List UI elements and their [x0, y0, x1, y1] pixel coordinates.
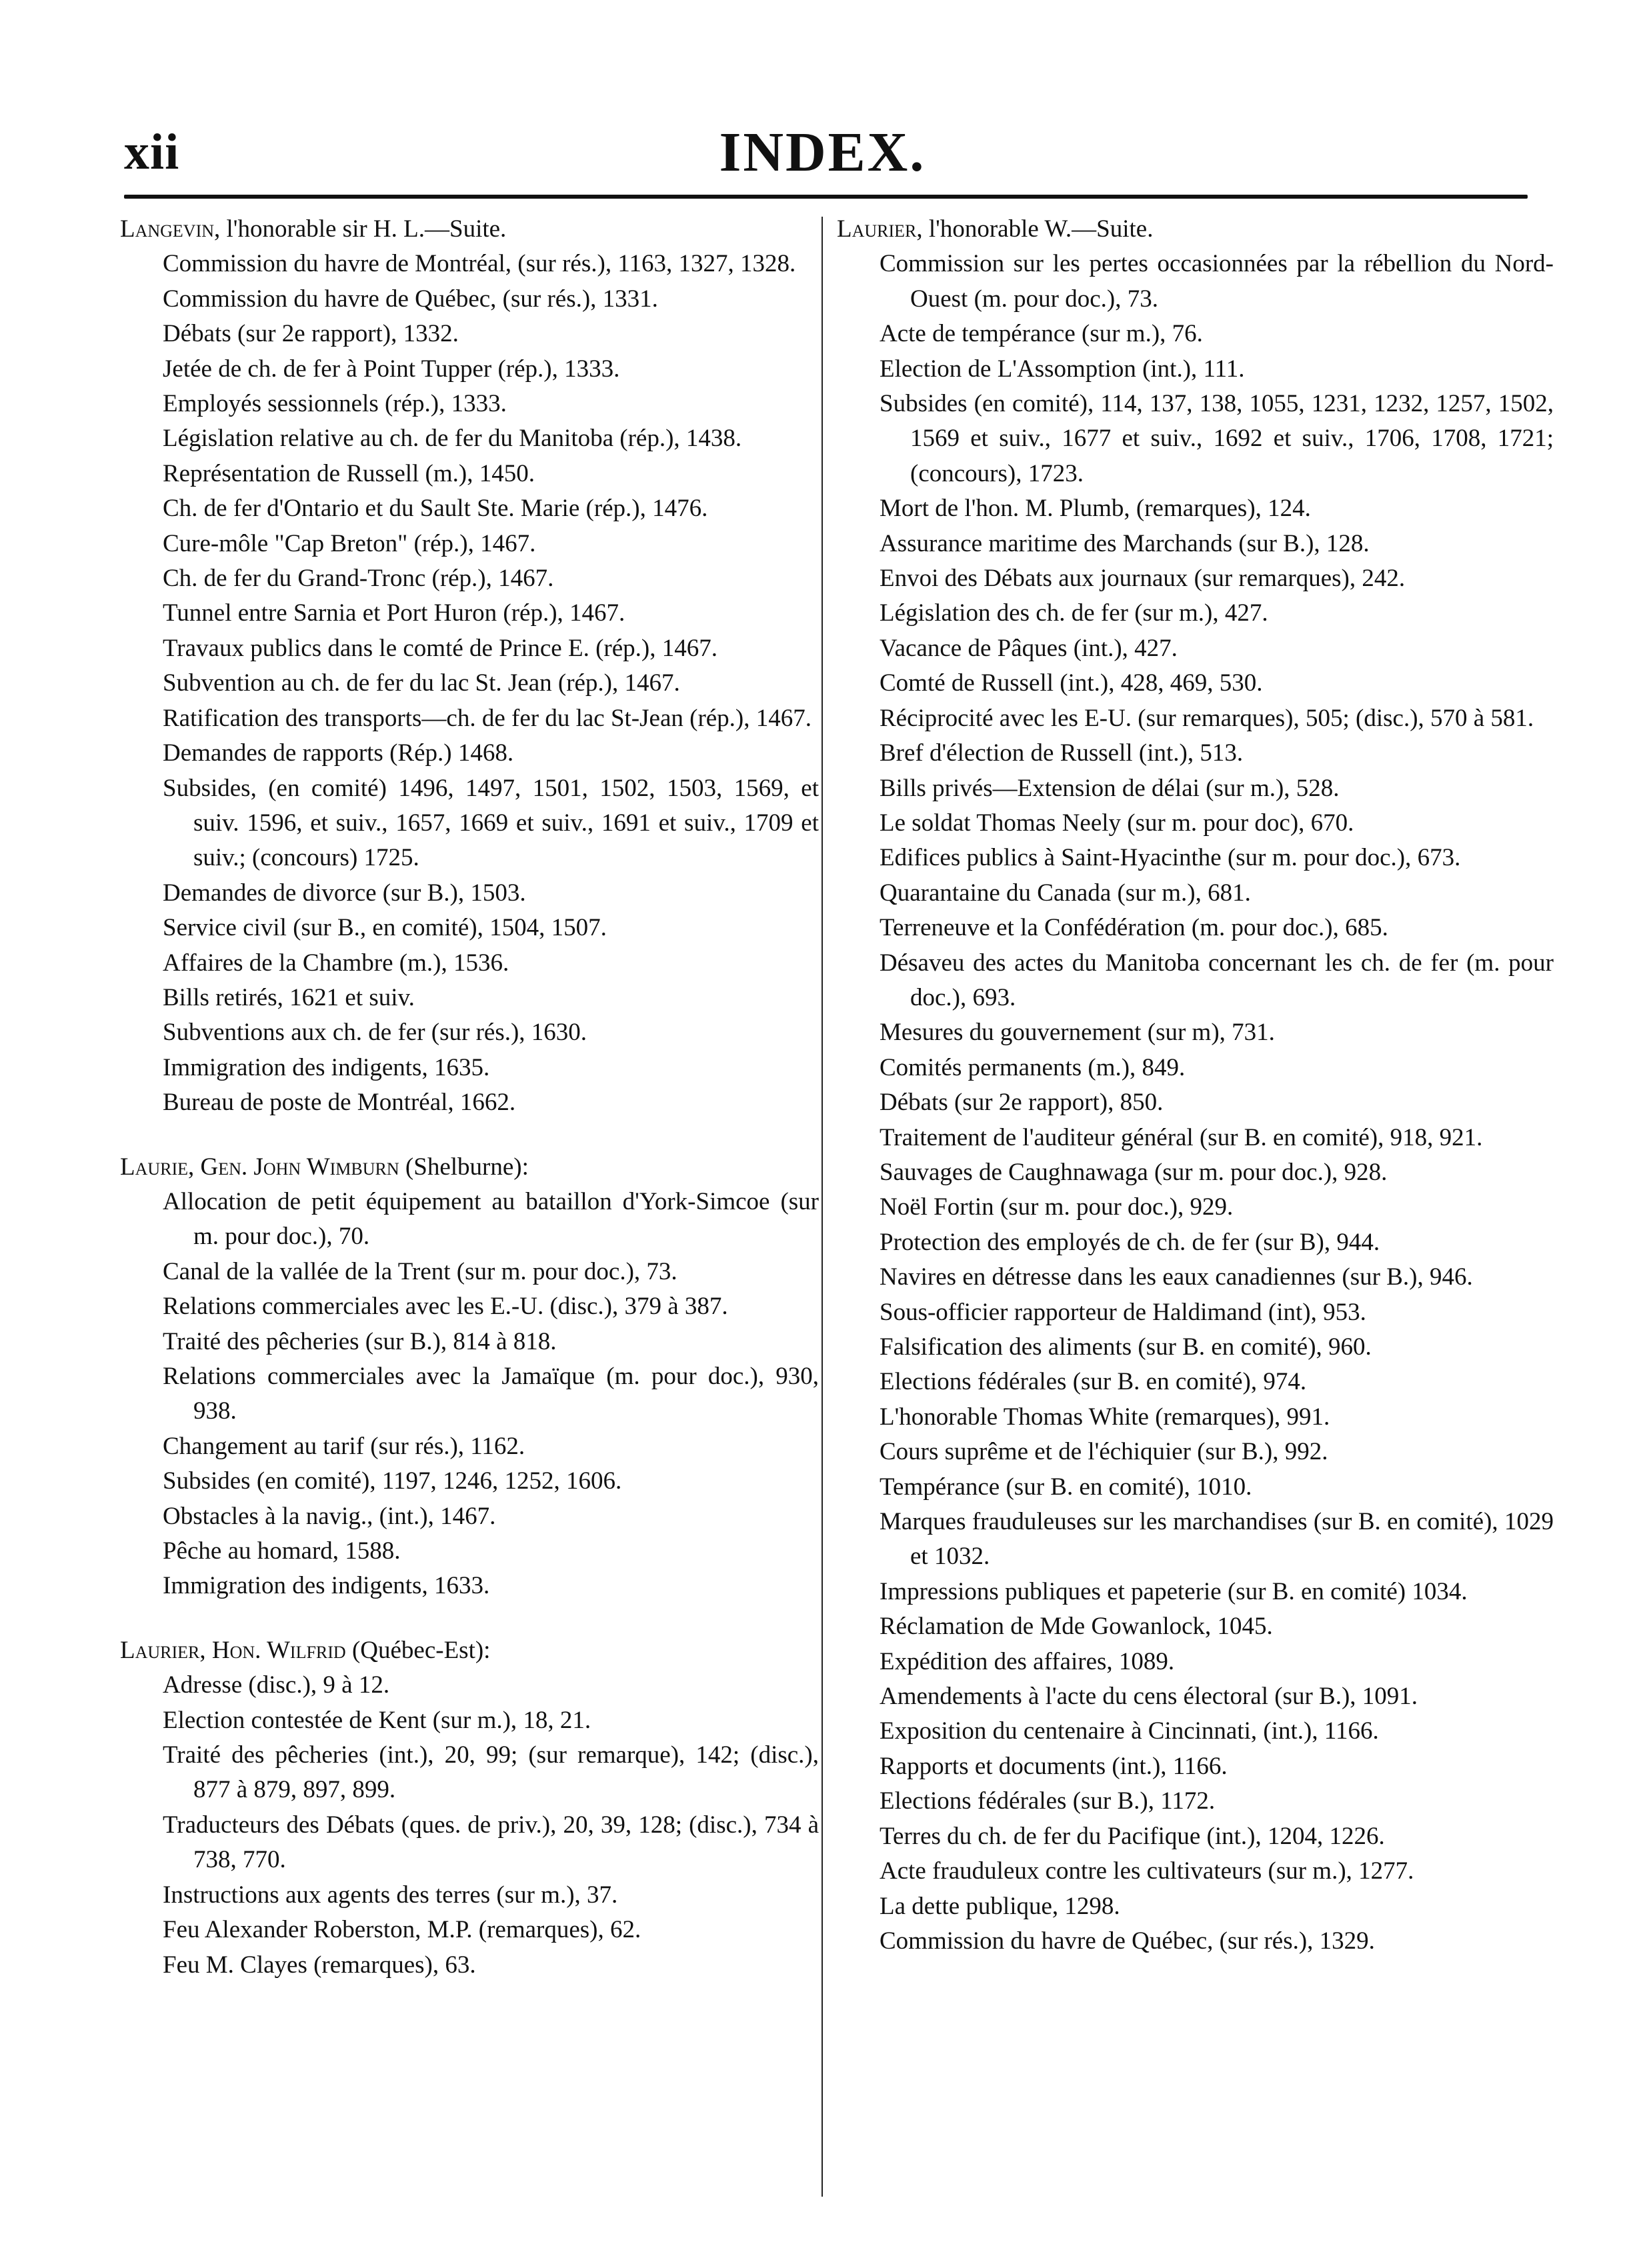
- index-subentry: Relations commerciales avec les E.-U. (disc.), 379 à 387.: [163, 1293, 728, 1321]
- entry-designation: , l'honorable sir H. L.—Suite.: [214, 215, 507, 243]
- index-subentry: Changement au tarif (sur rés.), 1162.: [163, 1432, 525, 1460]
- index-subentry: Demandes de rapports (Rép.) 1468.: [163, 739, 514, 767]
- index-subentry: Edifices publics à Saint-Hyacinthe (sur m. pour doc.), 673.: [880, 844, 1461, 872]
- index-column-right: [837, 212, 1554, 2241]
- index-subentry: L'honorable Thomas White (remarques), 991.: [880, 1403, 1330, 1431]
- index-subentry: Traité des pêcheries (int.), 20, 99; (sur remarque), 142; (disc.), 877 à 879, 897, 899.: [163, 1741, 819, 1804]
- index-subentry: Commission sur les pertes occasionnées par la rébellion du Nord-Ouest (m. pour doc.), 73.: [880, 250, 1554, 313]
- index-subentry: La dette publique, 1298.: [880, 1892, 1120, 1920]
- index-subentry: Adresse (disc.), 9 à 12.: [163, 1671, 390, 1699]
- index-subentry: Noël Fortin (sur m. pour doc.), 929.: [880, 1193, 1234, 1221]
- column-divider: [821, 217, 823, 2197]
- index-subentry: Bills privés—Extension de délai (sur m.), 528.: [880, 774, 1340, 802]
- index-subentry: Tunnel entre Sarnia et Port Huron (rép.), 1467.: [163, 599, 625, 627]
- index-subentry: Ch. de fer d'Ontario et du Sault Ste. Marie (rép.), 1476.: [163, 495, 708, 523]
- index-subentry: Vacance de Pâques (int.), 427.: [880, 634, 1178, 662]
- index-subentry: Comté de Russell (int.), 428, 469, 530.: [880, 669, 1263, 697]
- index-subentry: Traitement de l'auditeur général (sur B. en comité), 918, 921.: [880, 1123, 1483, 1151]
- index-subentry: Affaires de la Chambre (m.), 1536.: [163, 949, 509, 977]
- index-subentry: Subsides (en comité), 114, 137, 138, 1055, 1231, 1232, 1257, 1502, 1569 et suiv., 1677 et suiv., 1692 et suiv., 1706, 1708, 1721; (concours), 1723.: [880, 390, 1554, 487]
- index-subentry: Protection des employés de ch. de fer (sur B), 944.: [880, 1228, 1380, 1256]
- index-subentry: Débats (sur 2e rapport), 1332.: [163, 320, 459, 348]
- index-subentry: Allocation de petit équipement au bataillon d'York-Simcoe (sur m. pour doc.), 70.: [163, 1187, 819, 1251]
- entry-designation: , l'honorable W.—Suite.: [916, 215, 1154, 243]
- index-subentry: Mesures du gouvernement (sur m), 731.: [880, 1019, 1275, 1047]
- index-subentry: Instructions aux agents des terres (sur m.), 37.: [163, 1881, 618, 1909]
- index-subentry: Mort de l'hon. M. Plumb, (remarques), 124.: [880, 495, 1311, 523]
- index-entry: [837, 212, 1554, 1959]
- index-subentry: Législation des ch. de fer (sur m.), 427.: [880, 599, 1268, 627]
- index-subentry: Employés sessionnels (rép.), 1333.: [163, 390, 507, 418]
- index-subentry: Subsides (en comité), 1197, 1246, 1252, 1606.: [163, 1467, 622, 1495]
- entry-name: Laurier, Hon. Wilfrid: [120, 1636, 346, 1664]
- entry-designation: (Québec-Est):: [345, 1636, 491, 1664]
- index-subentry: Acte frauduleux contre les cultivateurs (sur m.), 1277.: [880, 1857, 1414, 1885]
- index-subentry: Travaux publics dans le comté de Prince E. (rép.), 1467.: [163, 634, 717, 662]
- index-subentry: Sous-officier rapporteur de Haldimand (int), 953.: [880, 1298, 1366, 1326]
- index-subentry: Législation relative au ch. de fer du Manitoba (rép.), 1438.: [163, 425, 742, 453]
- index-subentry: Election contestée de Kent (sur m.), 18, 21.: [163, 1706, 591, 1734]
- entry-designation: (Shelburne):: [399, 1153, 529, 1181]
- page-title: INDEX.: [719, 121, 926, 183]
- subentry-list: [120, 1668, 819, 1983]
- index-subentry: Election de L'Assomption (int.), 111.: [880, 355, 1245, 383]
- index-entry-heading: [120, 1150, 819, 1185]
- index-subentry: Subsides, (en comité) 1496, 1497, 1501, 1502, 1503, 1569, et suiv. 1596, et suiv., 1657, 1669 et suiv., 1691 et suiv., 1709 et suiv.; (concours) 1725.: [163, 774, 819, 872]
- index-subentry: Débats (sur 2e rapport), 850.: [880, 1089, 1164, 1117]
- index-subentry: Traité des pêcheries (sur B.), 814 à 818.: [163, 1327, 557, 1355]
- index-subentry: Bureau de poste de Montréal, 1662.: [163, 1089, 516, 1117]
- index-subentry: Feu Alexander Roberston, M.P. (remarques), 62.: [163, 1916, 641, 1944]
- index-subentry: Commission du havre de Montréal, (sur rés.), 1163, 1327, 1328.: [163, 250, 796, 278]
- index-subentry: Assurance maritime des Marchands (sur B.), 128.: [880, 529, 1370, 557]
- index-subentry: Ratification des transports—ch. de fer du lac St-Jean (rép.), 1467.: [163, 704, 812, 732]
- index-subentry: Quarantaine du Canada (sur m.), 681.: [880, 879, 1251, 907]
- header-rule: [124, 195, 1528, 199]
- index-subentry: Demandes de divorce (sur B.), 1503.: [163, 879, 526, 907]
- index-subentry: Acte de tempérance (sur m.), 76.: [880, 320, 1203, 348]
- entry-name: Langevin: [120, 215, 215, 243]
- index-subentry: Canal de la vallée de la Trent (sur m. pour doc.), 73.: [163, 1257, 677, 1285]
- index-subentry: Subvention au ch. de fer du lac St. Jean (rép.), 1467.: [163, 669, 680, 697]
- index-subentry: Tempérance (sur B. en comité), 1010.: [880, 1473, 1252, 1501]
- index-subentry: Bills retirés, 1621 et suiv.: [163, 983, 415, 1011]
- index-subentry: Exposition du centenaire à Cincinnati, (int.), 1166.: [880, 1717, 1379, 1745]
- index-subentry: Envoi des Débats aux journaux (sur remarques), 242.: [880, 565, 1406, 593]
- index-entry-heading: [120, 212, 819, 247]
- index-subentry: Sauvages de Caughnawaga (sur m. pour doc.), 928.: [880, 1158, 1388, 1186]
- index-subentry: Rapports et documents (int.), 1166.: [880, 1752, 1228, 1780]
- index-entry: [120, 1150, 819, 1604]
- index-subentry: Le soldat Thomas Neely (sur m. pour doc), 670.: [880, 809, 1354, 837]
- index-subentry: Immigration des indigents, 1633.: [163, 1572, 490, 1600]
- subentry-list: [120, 247, 819, 1120]
- index-subentry: Immigration des indigents, 1635.: [163, 1053, 490, 1081]
- index-subentry: Désaveu des actes du Manitoba concernant les ch. de fer (m. pour doc.), 693.: [880, 949, 1554, 1011]
- index-subentry: Réclamation de Mde Gowanlock, 1045.: [880, 1613, 1273, 1641]
- index-subentry: Elections fédérales (sur B. en comité), 974.: [880, 1368, 1307, 1396]
- index-subentry: Falsification des aliments (sur B. en comité), 960.: [880, 1333, 1372, 1361]
- index-subentry: Cure-môle "Cap Breton" (rép.), 1467.: [163, 529, 536, 557]
- index-entry-heading: [120, 1633, 819, 1668]
- subentry-list: [837, 247, 1554, 1959]
- index-entry: [120, 212, 819, 1121]
- index-subentry: Elections fédérales (sur B.), 1172.: [880, 1787, 1216, 1815]
- index-subentry: Marques frauduleuses sur les marchandises (sur B. en comité), 1029 et 1032.: [880, 1508, 1554, 1571]
- index-subentry: Jetée de ch. de fer à Point Tupper (rép.), 1333.: [163, 355, 620, 383]
- index-subentry: Expédition des affaires, 1089.: [880, 1647, 1175, 1675]
- index-subentry: Obstacles à la navig., (int.), 1467.: [163, 1502, 496, 1530]
- index-subentry: Commission du havre de Québec, (sur rés.), 1329.: [880, 1927, 1375, 1955]
- index-subentry: Commission du havre de Québec, (sur rés.), 1331.: [163, 285, 658, 313]
- entry-name: Laurie, Gen. John Wimburn: [120, 1153, 399, 1181]
- index-subentry: Subventions aux ch. de fer (sur rés.), 1630.: [163, 1019, 587, 1047]
- subentry-list: [120, 1185, 819, 1604]
- index-subentry: Représentation de Russell (m.), 1450.: [163, 459, 535, 487]
- entry-name: Laurier: [837, 215, 917, 243]
- index-subentry: Impressions publiques et papeterie (sur B. en comité) 1034.: [880, 1577, 1468, 1605]
- index-subentry: Pêche au homard, 1588.: [163, 1537, 401, 1565]
- index-subentry: Navires en détresse dans les eaux canadiennes (sur B.), 946.: [880, 1263, 1473, 1291]
- index-subentry: Réciprocité avec les E-U. (sur remarques), 505; (disc.), 570 à 581.: [880, 704, 1534, 732]
- index-subentry: Cours suprême et de l'échiquier (sur B.), 992.: [880, 1438, 1328, 1466]
- index-subentry: Ch. de fer du Grand-Tronc (rép.), 1467.: [163, 565, 554, 593]
- index-subentry: Amendements à l'acte du cens électoral (sur B.), 1091.: [880, 1683, 1418, 1711]
- index-subentry: Terreneuve et la Confédération (m. pour doc.), 685.: [880, 914, 1388, 942]
- page-number: xii: [124, 124, 180, 180]
- index-entry-heading: [837, 212, 1554, 247]
- index-subentry: Feu M. Clayes (remarques), 63.: [163, 1951, 476, 1979]
- index-subentry: Relations commerciales avec la Jamaïque (m. pour doc.), 930, 938.: [163, 1363, 819, 1425]
- index-subentry: Comités permanents (m.), 849.: [880, 1053, 1186, 1081]
- index-subentry: Bref d'élection de Russell (int.), 513.: [880, 739, 1244, 767]
- index-column-left: [120, 212, 819, 2241]
- index-subentry: Terres du ch. de fer du Pacifique (int.), 1204, 1226.: [880, 1822, 1385, 1850]
- index-subentry: Service civil (sur B., en comité), 1504, 1507.: [163, 914, 607, 942]
- index-entry: [120, 1633, 819, 1983]
- index-subentry: Traducteurs des Débats (ques. de priv.), 20, 39, 128; (disc.), 734 à 738, 770.: [163, 1811, 819, 1874]
